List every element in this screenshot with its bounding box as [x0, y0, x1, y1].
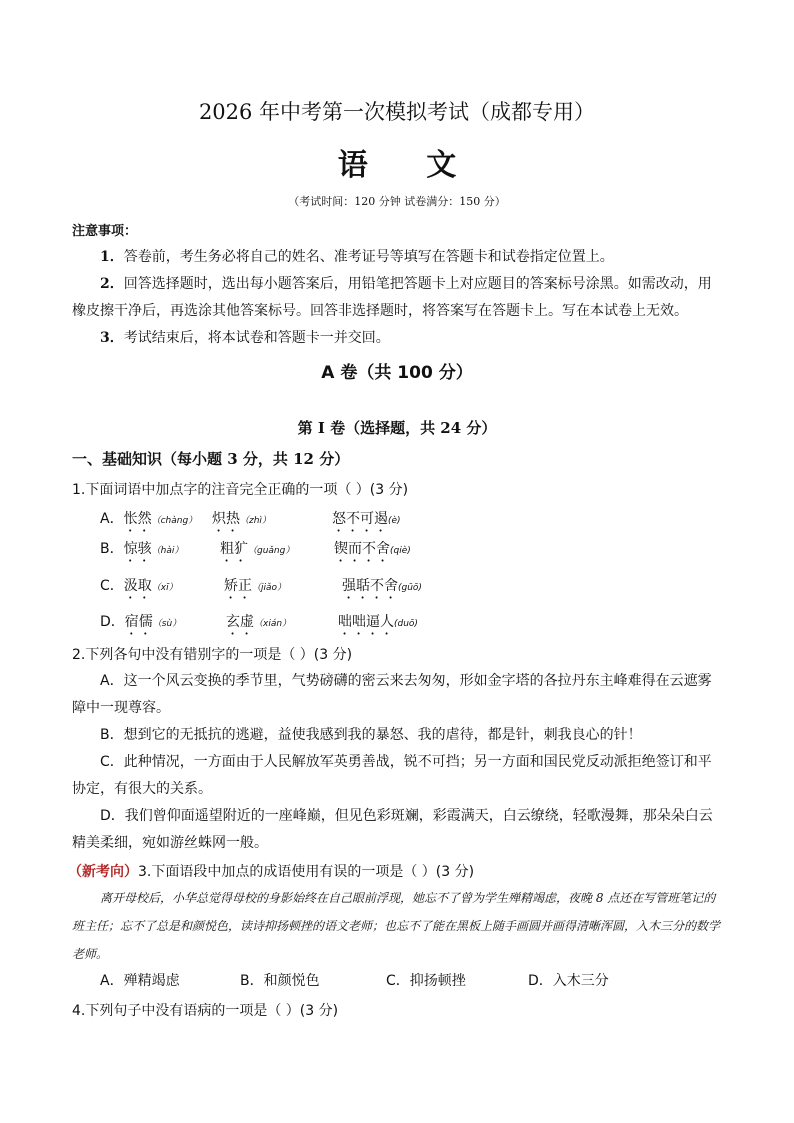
q3-option-c: C．抑扬顿挫 — [386, 973, 466, 989]
q1-option-a — [100, 508, 197, 535]
q1-option-b — [100, 538, 183, 565]
q1-option-d-word-3 — [338, 611, 418, 638]
option-word: 粗犷 — [220, 541, 248, 557]
q1-option-b-word-3 — [334, 538, 411, 565]
option-word: 怅然 — [123, 511, 152, 527]
option-word: 宿儒 — [124, 614, 153, 630]
option-word: 惊骇 — [123, 541, 152, 557]
option-label: B． — [100, 541, 124, 557]
option-word: 咄咄逼人 — [338, 614, 394, 630]
option-word: 炽热 — [212, 511, 240, 527]
option-pinyin: (gūō) — [398, 583, 422, 593]
option-word: 强聒不舍 — [342, 578, 398, 594]
exam-info: （考试时间：120 分钟 试卷满分：150 分） — [288, 195, 506, 208]
question-3-stem-line — [68, 861, 474, 881]
notice-number: 3． — [100, 330, 124, 346]
subject-title: 语 文 — [337, 148, 481, 183]
option-pinyin: （xī） — [151, 583, 178, 593]
question-2-stem: 2.下列各句中没有错别字的一项是（ ）(3 分) — [72, 647, 353, 663]
q3-option-a: A．殚精竭虑 — [100, 973, 180, 989]
option-label: C． — [100, 578, 124, 594]
q1-option-a-word-3 — [332, 508, 401, 535]
notice-number: 2． — [100, 276, 124, 292]
q1-option-b-word-2 — [220, 538, 294, 565]
section-a-heading: A 卷（共 100 分） — [321, 363, 473, 383]
q1-option-c — [100, 575, 178, 602]
q2-option-c: C．此种情况，一方面由于人民解放军英勇善战，锐不可挡；另一方面和国民党反动派拒绝签订和平协定，有很大的关系。 — [72, 754, 712, 797]
option-word: 汲取 — [123, 578, 152, 594]
option-word: 锲而不舍 — [334, 541, 390, 557]
notice-text: 考试结束后，将本试卷和答题卡一并交回。 — [123, 330, 390, 346]
q1-option-c-word-2 — [224, 575, 286, 602]
q1-option-d — [100, 611, 181, 638]
option-pinyin: （hài） — [151, 546, 184, 556]
q2-option-a: A．这一个风云变换的季节里，气势磅礴的密云来去匆匆，形如金字塔的各拉丹东主峰难得在云遮雾障中一现尊容。 — [72, 673, 712, 716]
option-word: 怒不可遏 — [332, 511, 388, 527]
exam-title: 2026 年中考第一次模拟考试（成都专用） — [198, 100, 596, 124]
notice-item-1 — [72, 244, 724, 271]
option-label: D． — [100, 614, 125, 630]
option-word: 矫正 — [224, 578, 252, 594]
option-pinyin: (è) — [388, 516, 401, 526]
option-pinyin: （guǎng） — [248, 546, 295, 556]
part-1-heading: 第 I 卷（选择题，共 24 分） — [297, 419, 497, 437]
q3-option-b: B．和颜悦色 — [240, 973, 320, 989]
option-pinyin: （chàng） — [151, 516, 198, 526]
option-pinyin: （sù） — [152, 619, 182, 629]
option-word: 玄虚 — [226, 614, 254, 630]
option-label: A． — [100, 511, 124, 527]
notice-item-3 — [72, 325, 724, 352]
question-3-stem: 3.下面语段中加点的成语使用有误的一项是（ ）(3 分) — [138, 864, 475, 880]
notice-number: 1． — [100, 249, 124, 265]
q1-option-c-word-3 — [342, 575, 422, 602]
notice-text: 答卷前，考生务必将自己的姓名、准考证号等填写在答题卡和试卷指定位置上。 — [123, 249, 614, 265]
q3-passage: 离开母校后，小华总觉得母校的身影始终在自己眼前浮现，她忘不了曾为学生殚精竭虑，夜晚 8 点还在写管班笔记的班主任；忘不了总是和颜悦色，读诗抑扬顿挫的语文老师；也忘不了能在黑板上随手画圆并画得清晰浑圆，入木三分的数学老师。 — [72, 891, 721, 961]
section-1-heading: 一、基础知识（每小题 3 分，共 12 分） — [72, 450, 350, 468]
question-1-stem: 1.下面词语中加点字的注音完全正确的一项（ ）(3 分) — [72, 482, 409, 498]
option-pinyin: (qiè) — [390, 546, 411, 556]
new-direction-tag: （新考向） — [68, 864, 138, 880]
option-pinyin: (duō) — [394, 619, 418, 629]
option-pinyin: （xián） — [254, 619, 292, 629]
option-pinyin: （jiǎo） — [252, 583, 287, 593]
question-4-stem: 4.下列句子中没有语病的一项是（ ）(3 分) — [72, 1003, 339, 1019]
q3-option-d: D．入木三分 — [528, 973, 609, 989]
option-pinyin: （zhì） — [240, 516, 271, 526]
q1-option-a-word-2 — [212, 508, 271, 535]
q2-option-d: D．我们曾仰面遥望附近的一座峰巅，但见色彩斑斓，彩霞满天，白云缭绕，轻歌漫舞，那朵朵白云精美柔细，宛如游丝蛛网一般。 — [72, 808, 713, 851]
notice-item-2 — [72, 271, 724, 325]
notice-text: 回答选择题时，选出每小题答案后，用铅笔把答题卡上对应题目的答案标号涂黑。如需改动，用橡皮擦干净后，再选涂其他答案标号。回答非选择题时，将答案写在答题卡上。写在本试卷上无效。 — [72, 276, 712, 319]
q1-option-d-word-2 — [226, 611, 291, 638]
notice-heading: 注意事项： — [72, 224, 138, 239]
q2-option-b: B．想到它的无抵抗的逃避，益使我感到我的暴怒、我的虐待，都是针，刺我良心的针！ — [100, 727, 642, 743]
